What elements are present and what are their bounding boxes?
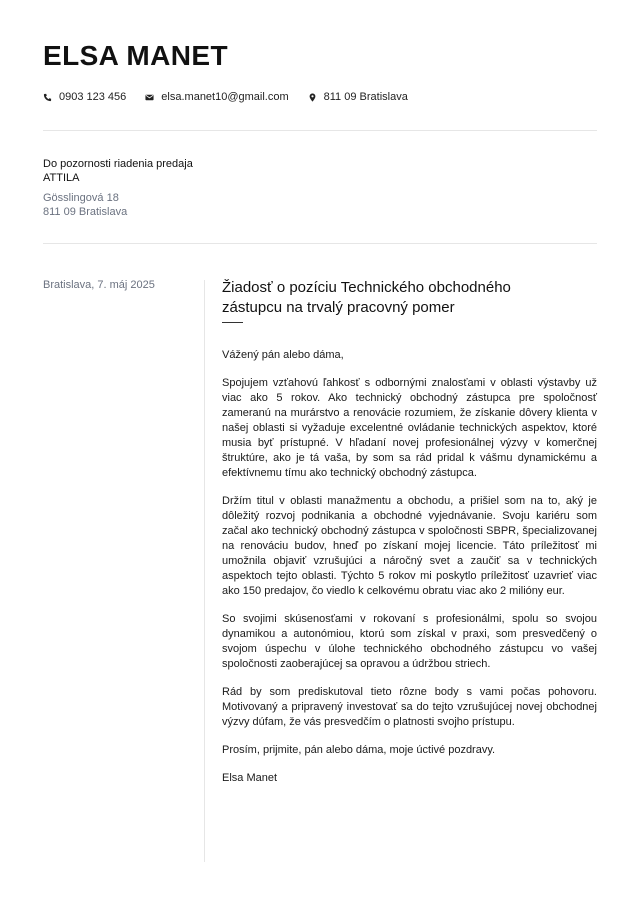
letter-date: Bratislava, 7. máj 2025 (43, 279, 155, 291)
applicant-name: ELSA MANET (43, 40, 228, 71)
subject-underline (222, 322, 243, 323)
header-divider (43, 130, 597, 131)
recipient-block (43, 157, 193, 219)
paragraph-3: So svojimi skúsenosťami v rokovaní s profesionálmi, spolu so svojou dynamikou a autonómiou, ktorú som získal v praxi, som presvedčený o svojom úspechu v úlohe technického obchodného zástupcu vo vašej spoločnosti zaoberajúcej sa opravou a údržbou striech. (222, 613, 597, 670)
recipient-street: Gösslingová 18 (43, 192, 119, 204)
phone-number: 0903 123 456 (59, 91, 127, 103)
recipient-company: ATTILA (43, 172, 80, 184)
paragraph-4: Rád by som prediskutoval tieto rôzne body s vami počas pohovoru. Motivovaný a pripravený investovať sa do tejto vzrušujúcej novej obchodnej výzvy dúfam, že vás presvedčím o platnosti svojho prístupu. (222, 686, 597, 728)
contact-bar (43, 91, 427, 103)
contact-location (308, 91, 408, 103)
paragraph-1: Spojujem vzťahovú ľahkosť s odbornými znalosťami v oblasti výstavby už viac ako 5 rokov. Ako technický obchodný zástupca pre spoločnosť zameranú na murárstvo a renovácie rozumiem, že získanie dôvery klienta v našej oblasti si vyžaduje excelentné ovládanie technických aspektov, ktoré musia byť prístupné. V hľadaní novej profesionálnej výzvy v komerčnej štruktúre, ako je tá vaša, by som sa rád pridal k vášmu dynamickému a efektívnemu tímu ako technický obchodný zástupca. (222, 377, 597, 479)
letter-greeting: Vážený pán alebo dáma, (222, 349, 344, 361)
location-text: 811 09 Bratislava (323, 91, 408, 103)
letter-subject (222, 278, 597, 318)
letter-closing: Prosím, prijmite, pán alebo dáma, moje úctivé pozdravy. (222, 744, 496, 756)
subject-line-2: zástupcu na trvalý pracovný pomer (222, 299, 455, 316)
contact-phone (43, 91, 126, 103)
column-divider (204, 280, 205, 862)
recipient-city: 811 09 Bratislava (43, 206, 128, 218)
subject-line-1: Žiadosť o pozíciu Technického obchodného (222, 279, 511, 296)
email-address: elsa.manet10@gmail.com (161, 91, 289, 103)
recipient-divider (43, 243, 597, 244)
letter-body (222, 278, 597, 786)
location-pin-icon (308, 93, 317, 102)
mail-icon (145, 93, 154, 102)
paragraph-2: Držím titul v oblasti manažmentu a obchodu, a prišiel som na to, aký je dôležitý rozvoj podnikania a obchodné vyjednávanie. Svoju kariéru som začal ako technický obchodný zástupca v spoločnosti SBPR, špecializovanej na renováciu budov, hneď po získaní mojej licencie. Táto príležitosť mi umožnila objaviť vzrušujúci a náročný svet a zaučiť sa v technických aspektoch tejto oblasti. Týchto 5 rokov mi poskytlo príležitosť uzavrieť viac ako 150 predajov, čo viedlo k celkovému obratu viac ako 2 milióny eur. (222, 495, 597, 597)
letter-signature: Elsa Manet (222, 772, 278, 784)
phone-icon (43, 93, 52, 102)
contact-email (145, 91, 288, 103)
recipient-attention: Do pozornosti riadenia predaja (43, 158, 193, 170)
